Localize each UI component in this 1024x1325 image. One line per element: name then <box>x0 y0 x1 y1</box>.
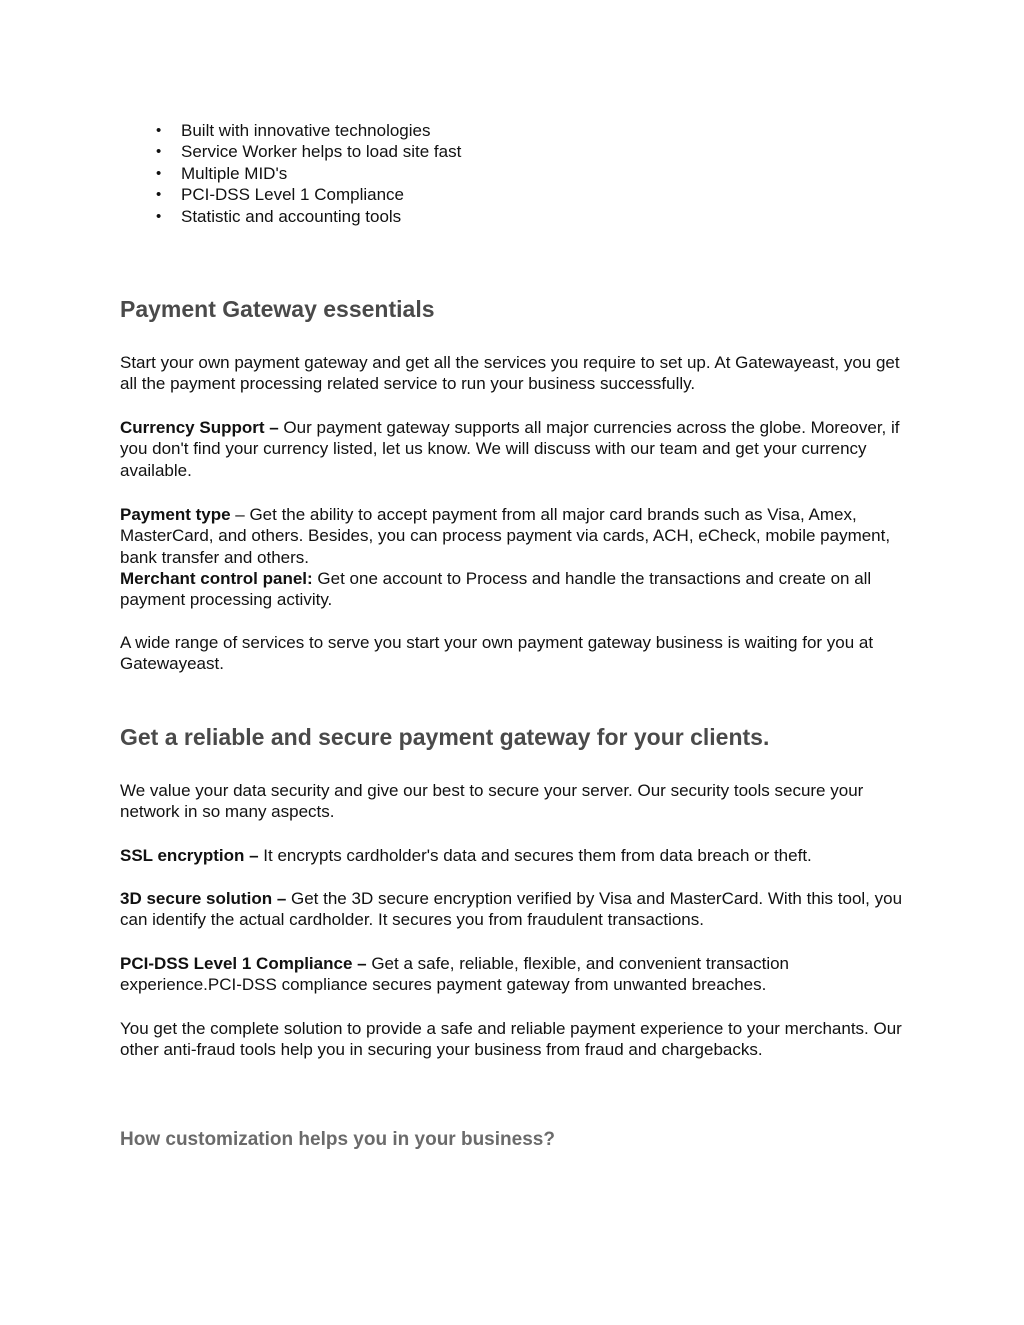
secure-intro: We value your data security and give our best to secure your server. Our security tools secure your network in so many aspects. <box>120 781 864 822</box>
bullet-icon: • <box>156 143 162 161</box>
essentials-closing: A wide range of services to serve you start your own payment gateway business is waiting for you at Gatewayeast. <box>120 633 874 674</box>
bullet-icon: • <box>156 207 162 225</box>
payment-type-label: Payment type <box>120 505 231 524</box>
bullet-icon: • <box>156 186 162 204</box>
pci-paragraph <box>120 953 910 996</box>
list-item-text: Statistic and accounting tools <box>181 206 402 226</box>
3d-secure-label: 3D secure solution – <box>120 889 287 908</box>
3d-secure-text: Get the 3D secure encryption verified by Visa and MasterCard. With this tool, you can identify the actual cardholder. It secures you from fraudulent transactions. <box>120 889 903 930</box>
list-item <box>120 184 461 205</box>
merchant-panel-paragraph <box>120 568 910 611</box>
payment-type-text: – Get the ability to accept payment from all major card brands such as Visa, Amex, MasterCard, and others. Besides, you can process payment via cards, ACH, eCheck, mobile payment, bank transfer and others. <box>120 505 891 567</box>
merchant-panel-label: Merchant control panel: <box>120 569 313 588</box>
list-item <box>120 120 461 141</box>
pci-text: Get a safe, reliable, flexible, and convenient transaction experience.PCI-DSS compliance secures payment gateway from unwanted breaches. <box>120 954 790 995</box>
list-item-text: Service Worker helps to load site fast <box>181 142 462 162</box>
list-item <box>120 206 461 227</box>
currency-support-text: Our payment gateway supports all major currencies across the globe. Moreover, if you don't find your currency listed, let us know. We will discuss with our team and get your currency available. <box>120 418 900 480</box>
list-item <box>120 141 461 162</box>
section-heading-secure: Get a reliable and secure payment gateway for your clients. <box>120 724 770 750</box>
list-item <box>120 163 461 184</box>
secure-closing: You get the complete solution to provide a safe and reliable payment experience to your merchants. Our other anti-fraud tools help you in securing your business from fraud and chargebacks. <box>120 1019 902 1060</box>
pci-label: PCI-DSS Level 1 Compliance – <box>120 954 367 973</box>
merchant-panel-text: Get one account to Process and handle the transactions and create on all payment processing activity. <box>120 569 872 610</box>
bullet-icon: • <box>156 164 162 182</box>
3d-secure-paragraph <box>120 888 910 931</box>
list-item-text: PCI-DSS Level 1 Compliance <box>181 185 404 205</box>
list-item-text: Multiple MID's <box>181 163 288 183</box>
payment-type-paragraph <box>120 504 910 568</box>
ssl-paragraph <box>120 845 910 866</box>
feature-list <box>120 120 461 227</box>
section-heading-essentials: Payment Gateway essentials <box>120 296 435 322</box>
bullet-icon: • <box>156 122 162 139</box>
currency-support-label: Currency Support – <box>120 418 279 437</box>
ssl-text: It encrypts cardholder's data and secures them from data breach or theft. <box>258 846 812 865</box>
currency-support-paragraph <box>120 417 910 481</box>
essentials-intro: Start your own payment gateway and get all the services you require to set up. At Gatewayeast, you get all the payment processing related service to run your business successfully. <box>120 353 900 394</box>
section-heading-customization: How customization helps you in your business? <box>120 1129 555 1150</box>
list-item-text: Built with innovative technologies <box>181 121 431 140</box>
ssl-label: SSL encryption – <box>120 846 259 865</box>
